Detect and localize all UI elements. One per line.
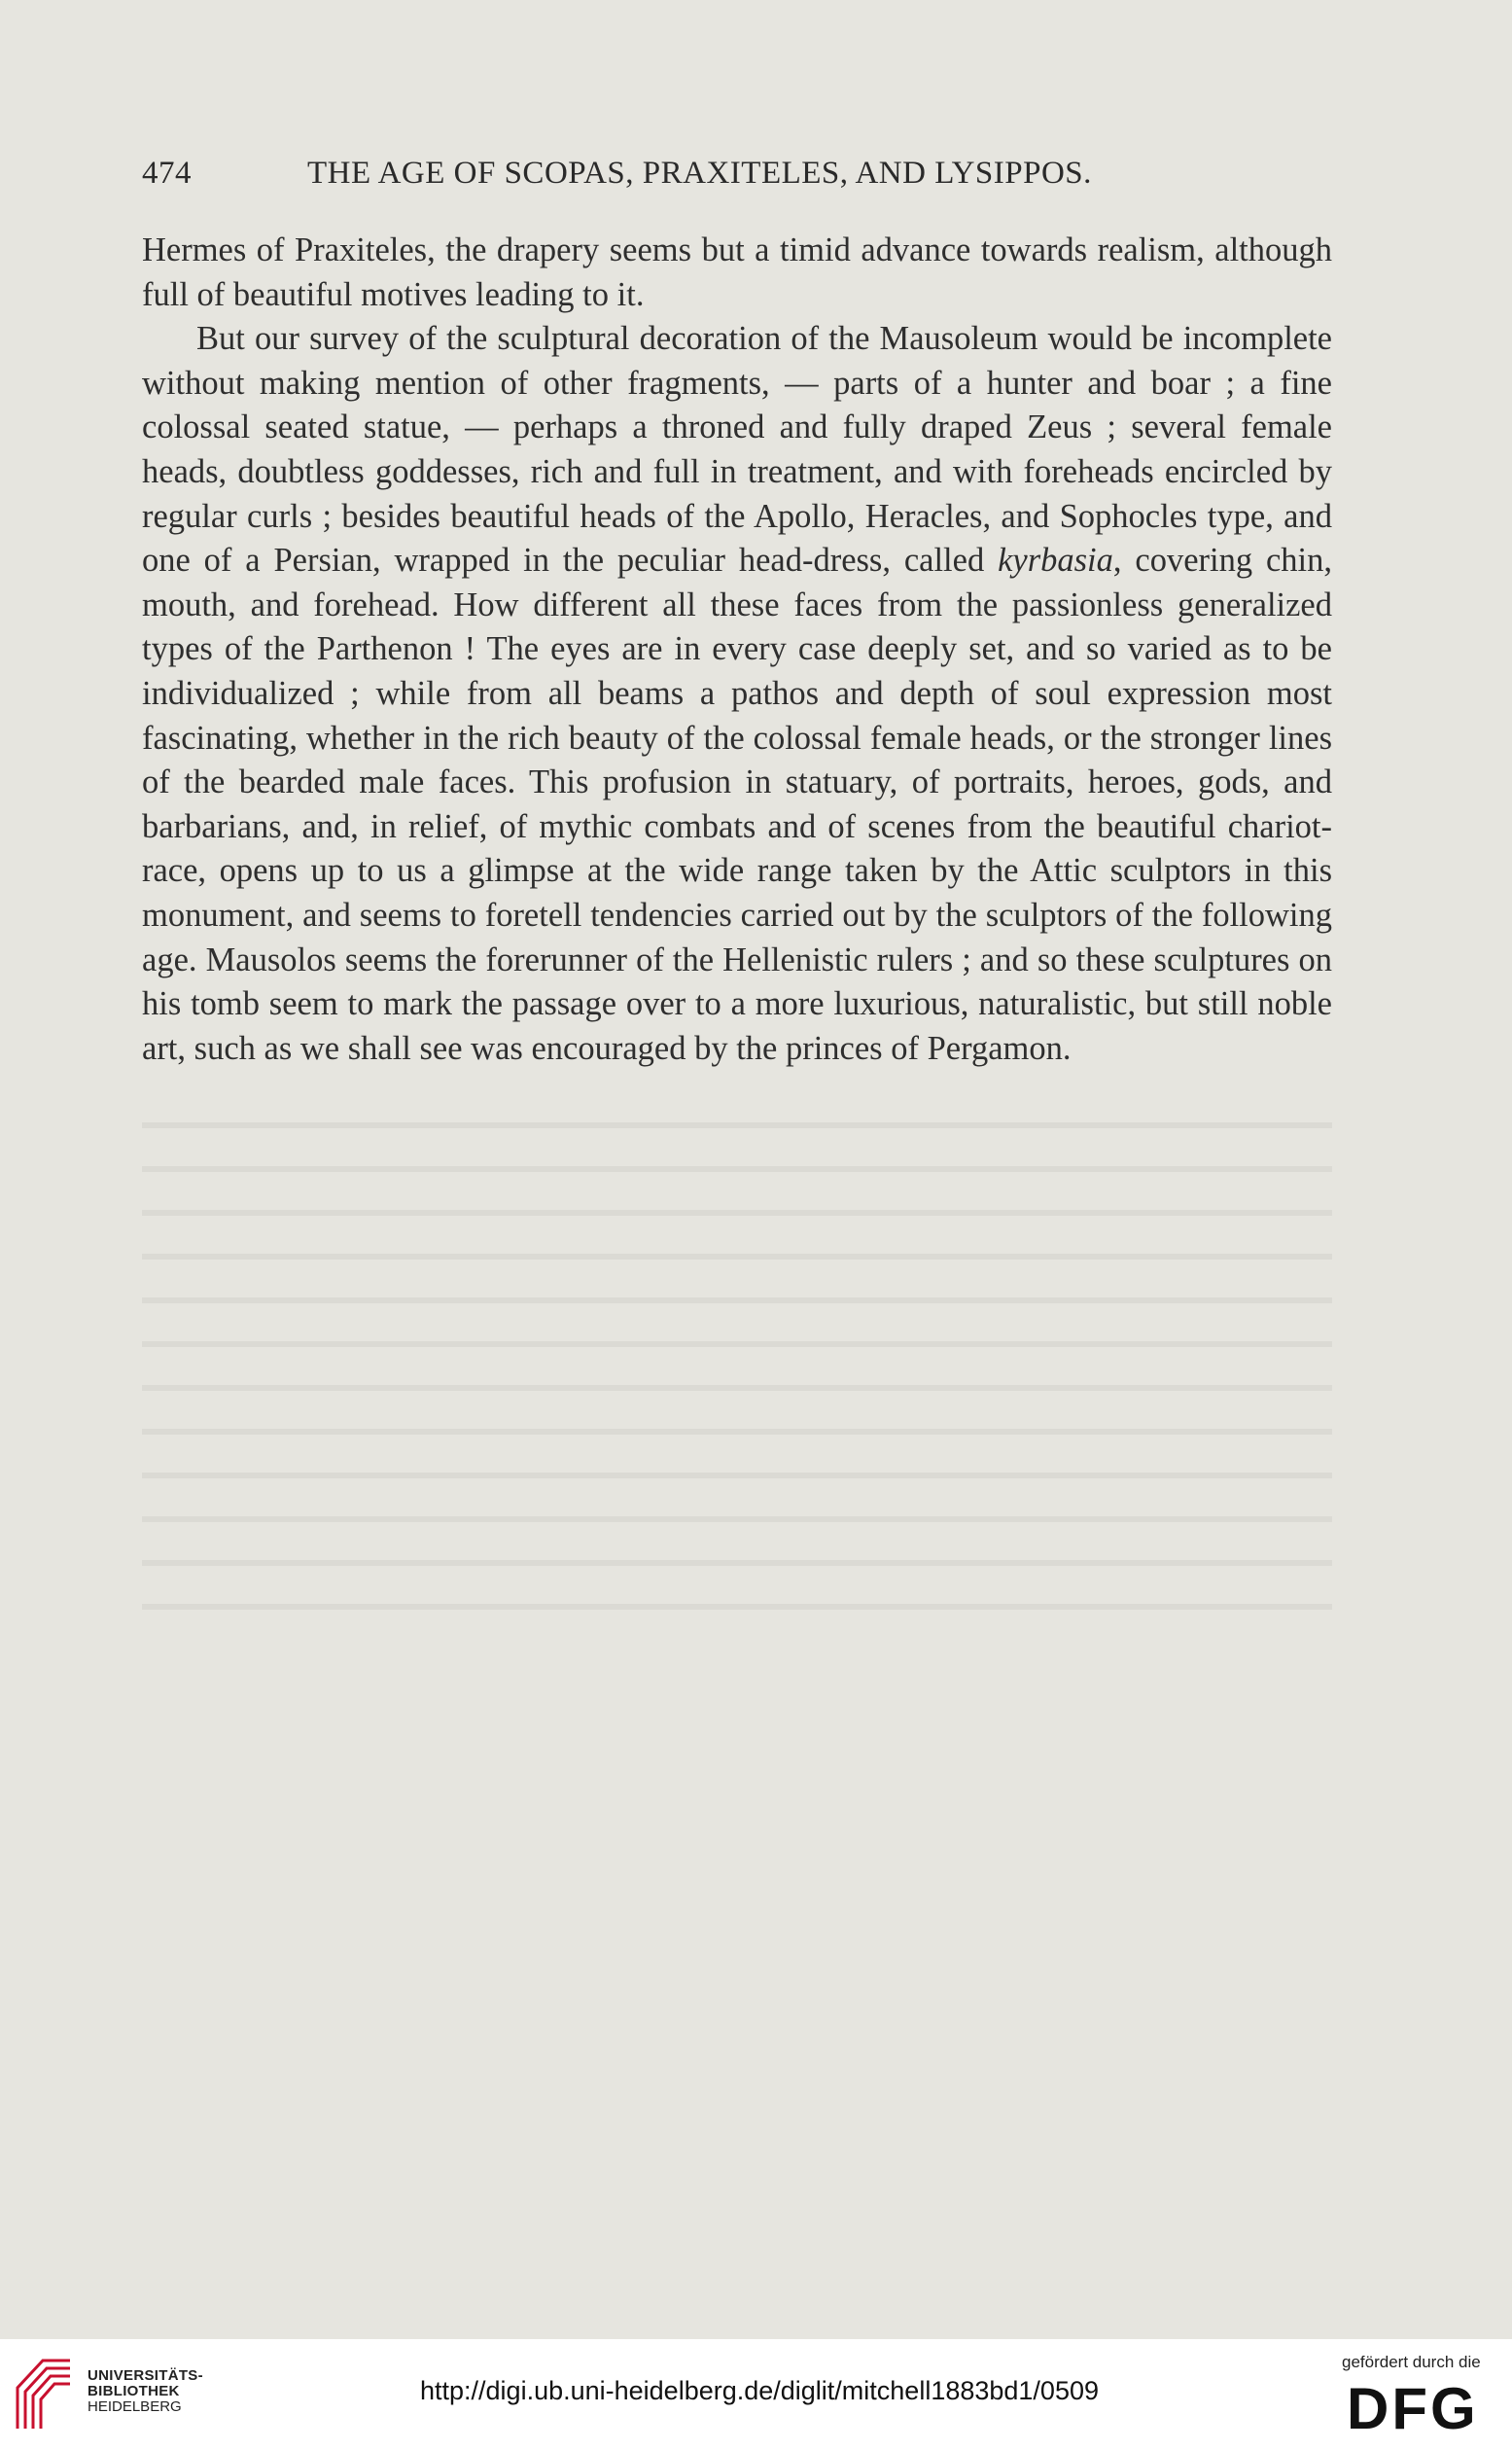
paragraph <box>142 317 1332 1071</box>
page-number: 474 <box>142 156 192 191</box>
footer-bar <box>0 2339 1512 2450</box>
body-text <box>142 229 1332 1071</box>
page-header <box>142 156 1348 200</box>
paragraph-text: But our survey of the sculptural decoration of the Mausoleum would be incomplete without making mention of other fragments, — parts of a hunter and boar ; a fine colossal seated statue, — perhaps a throned and fully draped Zeus ; several female heads, doubtless goddesses, rich and full in treatment, and with foreheads encircled by regular curls ; besides beautiful heads of the Apollo, Heracles, and Sophocles type, and one of a Persian, wrapped in the peculiar head-dress, called <box>142 320 1332 580</box>
dfg-logo: DFG <box>1347 2376 1479 2441</box>
university-library-logo-icon <box>14 2355 74 2432</box>
library-name: UNIVERSITÄTS- BIBLIOTHEK HEIDELBERG <box>88 2367 203 2415</box>
permalink-url[interactable]: http://digi.ub.uni-heidelberg.de/diglit/mitchell1883bd1/0509 <box>420 2376 1099 2405</box>
funded-by-label: gefördert durch die <box>1342 2353 1481 2371</box>
show-through-text <box>142 1099 1332 1644</box>
paragraph: Hermes of Praxiteles, the drapery seems but a timid advance towards realism, although full of beautiful motives leading to it. <box>142 231 1332 313</box>
italic-term: kyrbasia <box>998 542 1113 580</box>
running-title: THE AGE OF SCOPAS, PRAXITELES, AND LYSIPPOS. <box>307 156 1092 191</box>
paragraph-text: , covering chin, mouth, and forehead. How different all these faces from the passionless generalized types of the Parthenon ! The eyes are in every case deeply set, and so varied as to be individualized ; while from all beams a pathos and depth of soul expression most fascinating, whether in the rich beauty of the colossal female heads, or the stronger lines of the bearded male faces. This profusion in statuary, of portraits, heroes, gods, and barbarians, and, in relief, of mythic combats and of scenes from the beautiful chariot-race, opens up to us a glimpse at the wide range taken by the Attic sculptors in this monument, and seems to foretell tendencies carried out by the sculptors of the following age. Mausolos seems the forerunner of the Hellenistic rulers ; and so these sculptures on his tomb seem to mark the passage over to a more luxurious, naturalistic, but still noble art, such as we shall see was encouraged by the princes of Pergamon. <box>142 542 1332 1067</box>
